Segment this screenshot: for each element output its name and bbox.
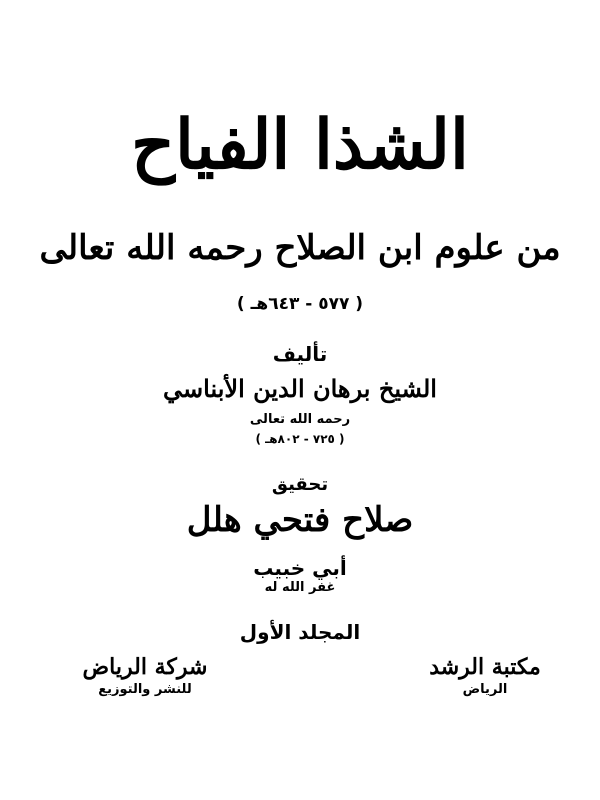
publisher-right [400,654,570,697]
editor-name: صلاح فتحي هلل [186,500,414,540]
authorship-label: تأليف [272,342,328,366]
publisher-right-sub: الرياض [462,682,508,698]
author-prayer: رحمه الله تعالى [249,412,351,427]
publisher-left-name: شركة الرياض [82,654,208,680]
editor-prayer: غفر الله له [264,580,336,595]
book-subtitle: من علوم ابن الصلاح رحمه الله تعالى [39,228,561,268]
subject-dates: ( ٥٧٧ - ٦٤٣هـ ) [236,294,364,314]
author-dates: ( ٧٢٥ - ٨٠٢هـ ) [255,432,345,446]
publisher-left-sub: للنشر والتوزيع [98,682,192,698]
publisher-left [60,654,230,697]
publisher-right-name: مكتبة الرشد [429,654,541,680]
editor-kunya: أبي خبيب [253,556,347,580]
author-name: الشيخ برهان الدين الأبناسي [163,374,437,403]
book-title: الشذا الفياح [131,105,469,185]
volume-label: المجلد الأول [239,620,361,644]
editing-label: تحقيق [271,474,329,495]
